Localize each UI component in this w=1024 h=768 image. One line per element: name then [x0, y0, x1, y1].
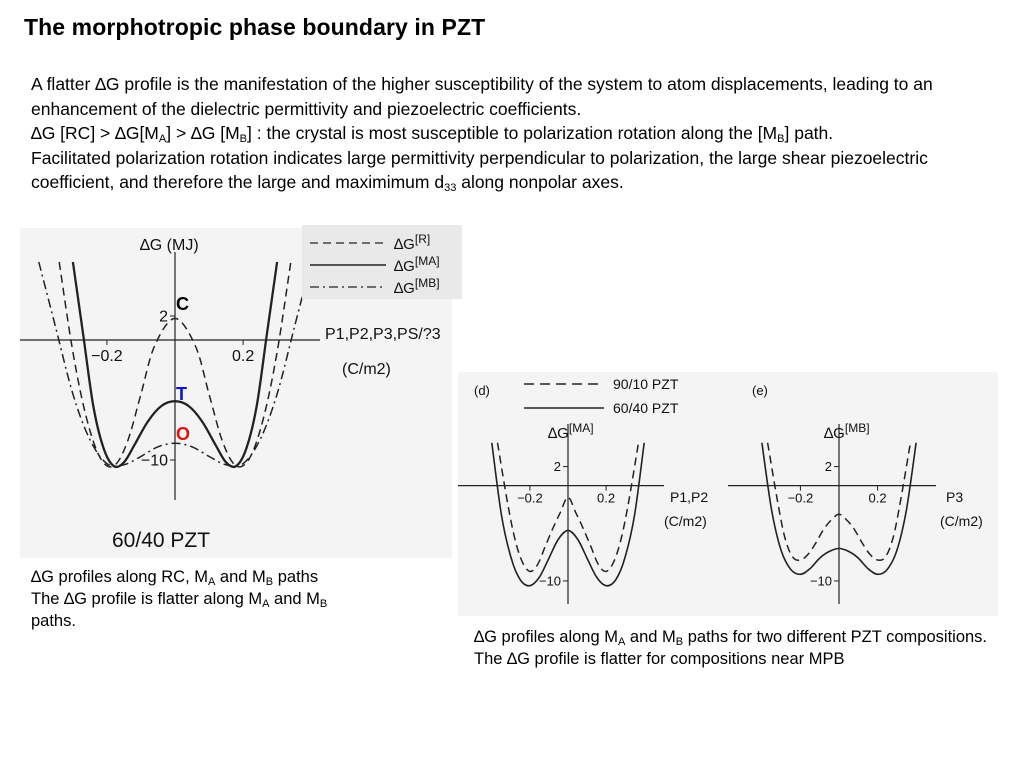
chart-title: 60/40 PZT [112, 529, 211, 552]
x-axis-unit: (C/m2) [940, 513, 983, 529]
right-caption [474, 626, 994, 670]
panel-label: (d) [474, 383, 490, 398]
x-axis-label: P1,P2 [670, 489, 709, 505]
y-tick-label: −10 [809, 573, 832, 589]
y-axis-label: ∆G[MB] [824, 421, 870, 442]
x-axis-unit: (C/m2) [664, 513, 707, 529]
legend-label: ∆G[R] [394, 232, 431, 253]
intro-line-3: Facilitated polarization rotation indicates large permittivity perpendicular to polarization, the large shear piezoelectric coefficient, and therefore the large and maximimum $d_{33}$ along nonpolar axes. [31, 147, 928, 194]
y-tick-label: 2 [159, 308, 168, 326]
x-tick-label: 0.2 [231, 348, 255, 365]
y-tick-label: −10 [140, 452, 168, 470]
y-axis-label: ∆G[MA] [548, 421, 594, 442]
intro-text [31, 72, 1001, 195]
right-caption-text: ∆G profiles along $M_A$ and $M_B$ paths for two different PZT compositions. The ∆G profile is flatter for compositions near MPB [474, 628, 988, 668]
x-tick-label: −0.2 [517, 490, 543, 506]
left-caption-line-1: ∆G profiles along RC, $M_A$ and $M_B$ paths [31, 568, 319, 588]
x-axis-label: P1,P2,P3,PS/?3 [325, 326, 441, 343]
left-caption-line-3: paths. [31, 612, 76, 630]
y-tick-label: 2 [553, 459, 561, 475]
right-figure-chart [458, 372, 998, 616]
legend-label: 60/40 PZT [613, 400, 679, 416]
legend-label: 90/10 PZT [613, 376, 679, 392]
intro-line-2: ∆G $[RC] > \Delta G[M_A] > \Delta G$ $[M_B]$ : the crystal is most susceptible to polarization rotation along the $[M_B]$ path. [31, 123, 834, 145]
y-tick-label: −10 [538, 573, 561, 589]
x-axis-unit: (C/m2) [342, 361, 391, 378]
panel-label: (e) [752, 383, 768, 398]
point-label: C [176, 294, 189, 314]
legend-label: ∆G[MA] [394, 254, 440, 275]
y-tick-label: 2 [824, 459, 832, 475]
point-label: T [176, 384, 187, 404]
x-tick-label: −0.2 [91, 348, 123, 365]
y-axis-label: ∆G (MJ) [140, 237, 199, 254]
slide-title: The morphotropic phase boundary in PZT [24, 14, 486, 40]
point-label: O [176, 424, 191, 444]
intro-line-1: A flatter ∆G profile is the manifestation of the higher susceptibility of the system to atom displacements, leading to an enhancement of the dielectric permittivity and piezoelectric coefficients. [31, 74, 933, 119]
left-caption-line-2: The ∆G profile is flatter along $M_A$ and $M_B$ [31, 590, 328, 610]
legend-label: ∆G[MB] [394, 276, 440, 297]
x-axis-label: P3 [946, 489, 964, 505]
x-tick-label: −0.2 [787, 490, 814, 506]
left-caption [31, 566, 411, 632]
x-tick-label: 0.2 [868, 490, 887, 506]
x-tick-label: 0.2 [597, 490, 616, 506]
left-figure-legend-svg [302, 225, 462, 299]
